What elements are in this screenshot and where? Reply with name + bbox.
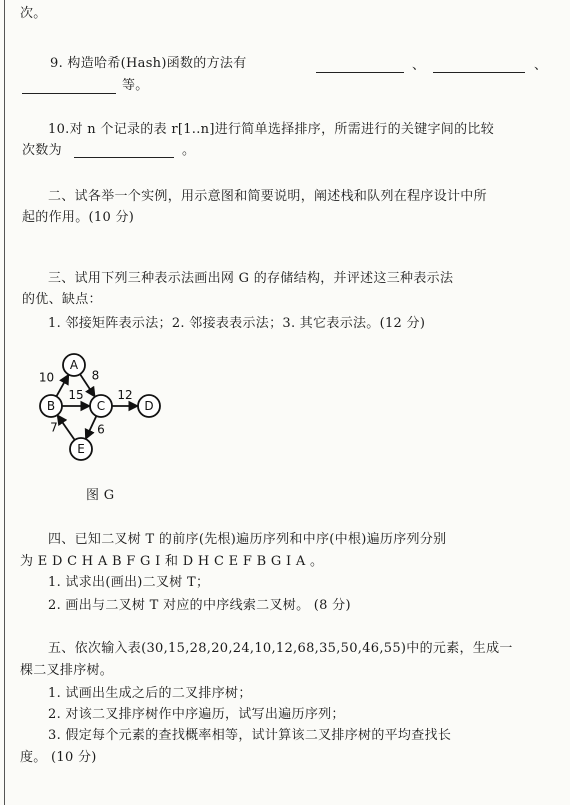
q9-sep-1: 、 bbox=[412, 58, 426, 73]
top-fragment: 次。 bbox=[20, 6, 47, 21]
edge-weight-B-C: 15 bbox=[68, 388, 84, 402]
node-A bbox=[63, 354, 85, 376]
edge-weight-C-E: 6 bbox=[97, 422, 105, 437]
edge-weight-C-D: 12 bbox=[117, 388, 133, 402]
s2-line-2: 起的作用。(10 分) bbox=[22, 210, 135, 225]
s4-line-2: 为 E D C H A B F G I 和 D H C E F B G I A 。 bbox=[20, 554, 324, 569]
q9-blank-3 bbox=[22, 93, 116, 94]
figure-caption: 图 G bbox=[86, 488, 115, 503]
page-edge bbox=[4, 0, 5, 805]
q10-blank bbox=[74, 157, 174, 158]
s2-line-1: 二、试各举一个实例，用示意图和简要说明，阐述栈和队列在程序设计中所 bbox=[48, 189, 487, 204]
s3-line-3: 1. 邻接矩阵表示法；2. 邻接表表示法；3. 其它表示法。(12 分) bbox=[48, 316, 426, 331]
q9-blank-1 bbox=[316, 72, 404, 73]
edge-C-E bbox=[86, 416, 97, 439]
s4-line-4: 2. 画出与二叉树 T 对应的中序线索二叉树。 (8 分) bbox=[48, 598, 351, 613]
s4-line-3: 1. 试求出(画出)二叉树 T； bbox=[48, 575, 210, 590]
s5-line-1: 五、依次输入表(30,15,28,20,24,10,12,68,35,50,46,55)中的元素，生成一 bbox=[48, 641, 513, 656]
q10-tail: 。 bbox=[182, 143, 196, 158]
q9-sep-2: 、 bbox=[534, 58, 548, 73]
s3-line-2: 的优、缺点： bbox=[22, 292, 102, 307]
q9-tail: 等。 bbox=[122, 78, 149, 93]
q9-blank-2 bbox=[433, 72, 525, 73]
graph-g bbox=[30, 350, 180, 465]
q10-line-1: 10.对 n 个记录的表 r[1..n]进行简单选择排序，所需进行的关键字间的比较 bbox=[48, 122, 495, 137]
node-label-C: C bbox=[96, 399, 106, 413]
q10-line-2: 次数为 bbox=[22, 143, 62, 158]
edge-weight-E-B: 7 bbox=[50, 420, 58, 435]
edge-weight-A-C: 8 bbox=[91, 368, 100, 383]
node-label-B: B bbox=[46, 399, 56, 413]
node-D bbox=[138, 395, 160, 417]
node-label-E: E bbox=[77, 442, 85, 456]
s5-line-4: 2. 对该二叉排序树作中序遍历，试写出遍历序列； bbox=[48, 707, 345, 722]
s5-line-6: 度。 (10 分) bbox=[20, 750, 97, 765]
s5-line-2: 棵二叉排序树。 bbox=[20, 663, 114, 678]
edge-E-B bbox=[57, 415, 74, 440]
node-B bbox=[40, 395, 62, 417]
edge-weight-B-A: 10 bbox=[38, 370, 55, 385]
s5-line-5: 3. 假定每个元素的查找概率相等，试计算该二叉排序树的平均查找长 bbox=[48, 728, 452, 743]
s4-line-1: 四、已知二叉树 T 的前序(先根)遍历序列和中序(中根)遍历序列分别 bbox=[48, 532, 447, 547]
s3-line-1: 三、试用下列三种表示法画出网 G 的存储结构，并评述这三种表示法 bbox=[48, 271, 454, 286]
edge-B-A bbox=[56, 375, 68, 397]
node-label-D: D bbox=[144, 399, 154, 413]
node-E bbox=[70, 438, 92, 460]
node-label-A: A bbox=[69, 358, 79, 372]
s5-line-3: 1. 试画出生成之后的二叉排序树； bbox=[48, 686, 252, 701]
node-C bbox=[90, 395, 112, 417]
q9-text: 9. 构造哈希(Hash)函数的方法有 bbox=[50, 56, 247, 71]
